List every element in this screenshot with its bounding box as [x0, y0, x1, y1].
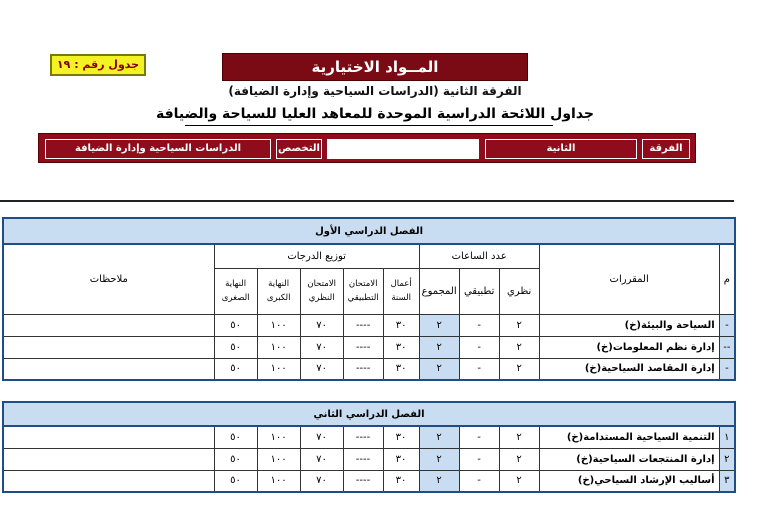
row-total: ٢: [419, 448, 459, 470]
row-theory: ٢: [499, 336, 539, 358]
row-num: ١: [719, 426, 735, 448]
row-theory: ٢: [499, 426, 539, 448]
row-num: ٢: [719, 448, 735, 470]
row-notes: [3, 448, 214, 470]
header-practical-exam: الامتحان التطبيقي: [343, 268, 383, 314]
semester-2-table: [2, 401, 736, 493]
row-course: التنمية السياحية المستدامة(خ): [539, 426, 719, 448]
row-practical: -: [459, 426, 499, 448]
row-course: إدارة نظم المعلومات(خ): [539, 336, 719, 358]
row-practical-exam: ----: [343, 314, 383, 336]
row-practical-exam: ----: [343, 448, 383, 470]
row-notes: [3, 358, 214, 380]
row-year-work: ٣٠: [383, 470, 419, 492]
row-num: -: [719, 314, 735, 336]
table-row: [3, 426, 735, 448]
row-practical: -: [459, 314, 499, 336]
header-notes: ملاحظات: [3, 244, 214, 314]
row-practical-exam: ----: [343, 470, 383, 492]
row-year-work: ٣٠: [383, 336, 419, 358]
semester-2-title: الفصل الدراسي الثاني: [3, 402, 735, 426]
row-max: ١٠٠: [257, 358, 300, 380]
row-theory-exam: ٧٠: [300, 426, 343, 448]
row-practical-exam: ----: [343, 336, 383, 358]
row-notes: [3, 336, 214, 358]
row-max: ١٠٠: [257, 448, 300, 470]
row-total: ٢: [419, 336, 459, 358]
header-num: م: [719, 244, 735, 314]
table-row: [3, 358, 735, 380]
divider-line: [0, 200, 734, 202]
row-total: ٢: [419, 470, 459, 492]
header-hours: عدد الساعات: [419, 244, 539, 268]
row-year-work: ٣٠: [383, 314, 419, 336]
row-theory-exam: ٧٠: [300, 448, 343, 470]
row-year-work: ٣٠: [383, 426, 419, 448]
row-year-work: ٣٠: [383, 448, 419, 470]
header-total: المجموع: [419, 268, 459, 314]
subtitle-level: الفرقة الثانية (الدراسات السياحية وإدارة الضيافة): [228, 84, 522, 98]
row-notes: [3, 426, 214, 448]
row-theory-exam: ٧٠: [300, 358, 343, 380]
row-max: ١٠٠: [257, 426, 300, 448]
row-practical: -: [459, 336, 499, 358]
row-theory-exam: ٧٠: [300, 470, 343, 492]
row-practical: -: [459, 358, 499, 380]
header-practical: تطبيقي: [459, 268, 499, 314]
row-min: ٥٠: [214, 358, 257, 380]
row-theory-exam: ٧٠: [300, 336, 343, 358]
row-min: ٥٠: [214, 314, 257, 336]
row-practical-exam: ----: [343, 358, 383, 380]
row-total: ٢: [419, 358, 459, 380]
row-course: أساليب الإرشاد السياحي(خ): [539, 470, 719, 492]
row-notes: [3, 470, 214, 492]
row-max: ١٠٠: [257, 314, 300, 336]
row-theory: ٢: [499, 448, 539, 470]
header-grades: توزيع الدرجات: [214, 244, 419, 268]
blank-field: [327, 139, 479, 159]
specialization-value: الدراسات السياحية وإدارة الضيافة: [45, 139, 271, 159]
row-theory: ٢: [499, 358, 539, 380]
semester-1-table: [2, 217, 736, 381]
row-num: -: [719, 358, 735, 380]
row-course: إدارة المقاصد السياحية(خ): [539, 358, 719, 380]
subtitle-underline: [185, 125, 553, 126]
row-course: إدارة المنتجعات السياحية(خ): [539, 448, 719, 470]
row-min: ٥٠: [214, 336, 257, 358]
table-row: [3, 470, 735, 492]
table-row: [3, 448, 735, 470]
row-practical: -: [459, 470, 499, 492]
header-theoretical-exam: الامتحان النظري: [300, 268, 343, 314]
table-row: [3, 314, 735, 336]
row-theory: ٢: [499, 470, 539, 492]
table-number-label: جدول رقم : ١٩: [50, 54, 146, 76]
row-num: --: [719, 336, 735, 358]
level-label: الفرقة: [642, 139, 690, 159]
row-total: ٢: [419, 314, 459, 336]
row-course: السياحة والبيئة(خ): [539, 314, 719, 336]
row-min: ٥٠: [214, 448, 257, 470]
semester-1-title: الفصل الدراسي الأول: [3, 218, 735, 244]
level-value: الثانية: [485, 139, 637, 159]
row-notes: [3, 314, 214, 336]
row-total: ٢: [419, 426, 459, 448]
subtitle-regulations: جداول اللائحة الدراسية الموحدة للمعاهد العليا للسياحة والضيافة: [155, 106, 594, 122]
row-num: ٣: [719, 470, 735, 492]
header-theoretical: نظري: [499, 268, 539, 314]
row-min: ٥٠: [214, 426, 257, 448]
row-max: ١٠٠: [257, 470, 300, 492]
row-practical: -: [459, 448, 499, 470]
row-theory: ٢: [499, 314, 539, 336]
row-max: ١٠٠: [257, 336, 300, 358]
row-year-work: ٣٠: [383, 358, 419, 380]
header-courses: المقررات: [539, 244, 719, 314]
specialization-label: التخصص: [276, 139, 322, 159]
header-min: النهاية الصغرى: [214, 268, 257, 314]
row-theory-exam: ٧٠: [300, 314, 343, 336]
header-year-work: أعمال السنة: [383, 268, 419, 314]
row-min: ٥٠: [214, 470, 257, 492]
header-max: النهاية الكبرى: [257, 268, 300, 314]
page-title-banner: المــواد الاختيارية: [222, 53, 528, 81]
row-practical-exam: ----: [343, 426, 383, 448]
info-bar: [38, 133, 696, 163]
table-row: [3, 336, 735, 358]
